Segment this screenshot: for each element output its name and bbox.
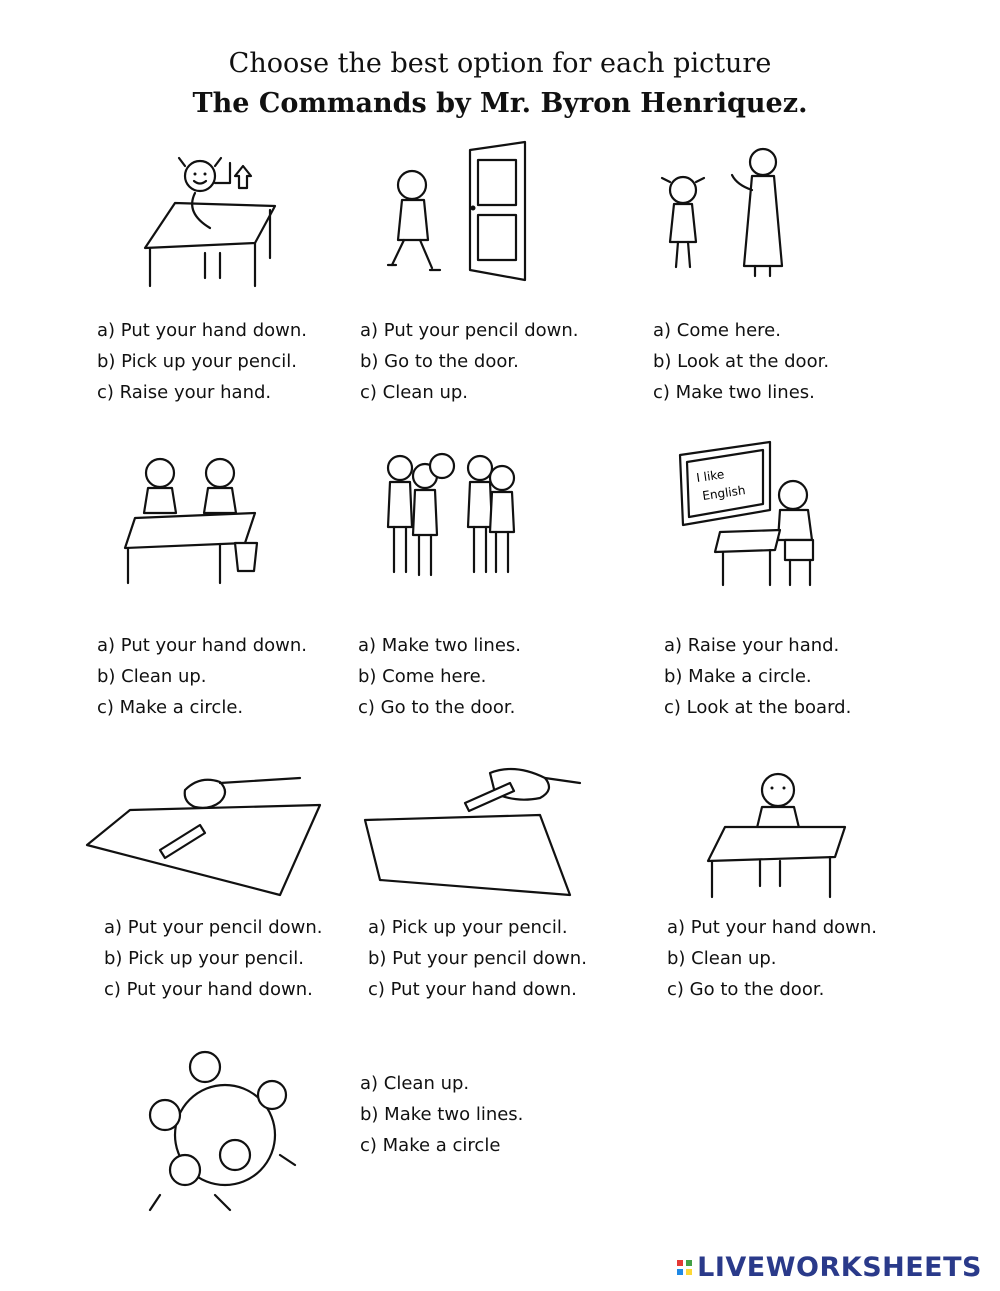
question-6-options [664, 630, 851, 723]
option-a[interactable]: a) Put your pencil down. [360, 320, 579, 341]
picture-hand-down [700, 765, 850, 900]
logo-square-blue [677, 1269, 683, 1275]
picture-pencil-on-paper [85, 775, 330, 900]
option-b[interactable]: b) Go to the door. [360, 351, 519, 372]
question-5-options [358, 630, 521, 723]
question-1-options [97, 315, 307, 408]
picture-make-a-circle [140, 1045, 310, 1215]
logo-square-red [677, 1260, 683, 1266]
board-text-line-1: I like [695, 467, 726, 485]
picture-raise-hand [135, 148, 285, 288]
question-7-options [104, 912, 323, 1005]
board-text-line-2: English [701, 483, 747, 503]
option-c[interactable]: c) Make a circle [360, 1135, 501, 1156]
logo-text: LIVEWORKSHEETS [697, 1252, 982, 1283]
option-b[interactable]: b) Put your pencil down. [368, 948, 587, 969]
option-b[interactable]: b) Pick up your pencil. [104, 948, 304, 969]
question-9-options [667, 912, 877, 1005]
option-a[interactable]: a) Put your hand down. [667, 917, 877, 938]
logo-square-green [686, 1260, 692, 1266]
option-a[interactable]: a) Come here. [653, 320, 781, 341]
option-a[interactable]: a) Pick up your pencil. [368, 917, 568, 938]
picture-come-here [650, 140, 800, 285]
worksheet-title: The Commands by Mr. Byron Henriquez. [192, 88, 808, 119]
option-c[interactable]: c) Put your hand down. [368, 979, 577, 1000]
option-a[interactable]: a) Put your hand down. [97, 320, 307, 341]
picture-clean-up [120, 448, 270, 588]
picture-go-to-door [380, 140, 540, 285]
option-a[interactable]: a) Make two lines. [358, 635, 522, 656]
logo-squares-icon [676, 1259, 693, 1276]
option-a[interactable]: a) Clean up. [360, 1073, 470, 1094]
option-c[interactable]: c) Raise your hand. [97, 382, 272, 403]
worksheet-instruction: Choose the best option for each picture [228, 48, 772, 79]
option-b[interactable]: b) Clean up. [97, 666, 207, 687]
picture-two-lines [380, 448, 525, 583]
liveworksheets-logo [676, 1252, 982, 1283]
option-c[interactable]: c) Look at the board. [664, 697, 852, 718]
option-b[interactable]: b) Clean up. [667, 948, 777, 969]
question-8-options [368, 912, 587, 1005]
option-c[interactable]: c) Go to the door. [358, 697, 516, 718]
option-b[interactable]: b) Make a circle. [664, 666, 812, 687]
option-a[interactable]: a) Put your pencil down. [104, 917, 323, 938]
option-c[interactable]: c) Go to the door. [667, 979, 825, 1000]
option-c[interactable]: c) Make a circle. [97, 697, 244, 718]
logo-square-yellow [686, 1269, 692, 1275]
picture-look-at-board [675, 440, 830, 590]
option-a[interactable]: a) Put your hand down. [97, 635, 307, 656]
question-3-options [653, 315, 829, 408]
option-c[interactable]: c) Clean up. [360, 382, 468, 403]
question-4-options [97, 630, 307, 723]
option-b[interactable]: b) Look at the door. [653, 351, 830, 372]
option-b[interactable]: b) Pick up your pencil. [97, 351, 297, 372]
option-b[interactable]: b) Come here. [358, 666, 487, 687]
question-10-options [360, 1068, 523, 1161]
question-2-options [360, 315, 579, 408]
option-c[interactable]: c) Make two lines. [653, 382, 815, 403]
option-a[interactable]: a) Raise your hand. [664, 635, 840, 656]
option-c[interactable]: c) Put your hand down. [104, 979, 313, 1000]
option-b[interactable]: b) Make two lines. [360, 1104, 524, 1125]
picture-hand-holding-pencil [350, 765, 585, 900]
